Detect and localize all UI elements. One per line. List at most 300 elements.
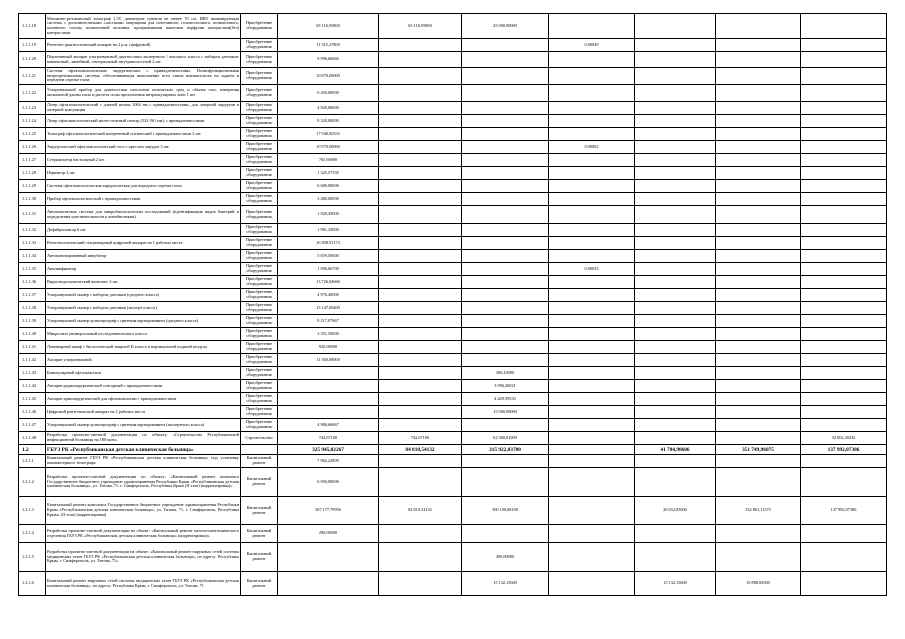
cell-total: 1 961,25000	[278, 224, 379, 237]
cell-col-7	[801, 167, 887, 180]
cell-col-6	[716, 263, 801, 276]
row-code: 1.2.1.6	[19, 572, 46, 596]
cell-col-5	[635, 468, 716, 497]
cell-total: 10 670,00000	[278, 68, 379, 85]
cell-col-2: 742,67100	[379, 432, 462, 445]
row-code: 1.1.1.43	[19, 367, 46, 380]
row-code: 1.1.1.35	[19, 263, 46, 276]
row-code: 1.1.1.41	[19, 341, 46, 354]
cell-col-5	[635, 128, 716, 141]
row-code: 1.1.1.23	[19, 102, 46, 115]
cell-col-5	[635, 276, 716, 289]
cell-col-6	[716, 367, 801, 380]
cell-col-2	[379, 102, 462, 115]
cell-col-6	[716, 406, 801, 419]
cell-col-2	[379, 276, 462, 289]
cell-col-2	[379, 128, 462, 141]
cell-total: 17 940,60333	[278, 128, 379, 141]
row-type: Приобретение оборудования	[241, 237, 278, 250]
cell-col-7	[801, 141, 887, 154]
cell-col-6: 332 861,11575	[716, 497, 801, 525]
cell-col-2: 84 810,54132	[379, 497, 462, 525]
cell-col-4	[549, 115, 635, 128]
cell-total: 6 950,00000	[278, 468, 379, 497]
row-type: Приобретение оборудования	[241, 193, 278, 206]
cell-col-7	[801, 224, 887, 237]
cell-col-5	[635, 180, 716, 193]
cell-col-4: 0,00049	[549, 39, 635, 52]
cell-total	[278, 380, 379, 393]
row-code: 1.1.1.29	[19, 180, 46, 193]
row-code: 1.1.1.25	[19, 128, 46, 141]
row-name: Периметр 2 шт.	[46, 167, 241, 180]
cell-col-4	[549, 393, 635, 406]
row-name: Рентгенологический стационарный цифровой аппарат на 1 рабочих места	[46, 237, 241, 250]
cell-col-6	[716, 167, 801, 180]
row-name: Хирургический офтальмологический стол с креслом хирурга 3 шт.	[46, 141, 241, 154]
cell-col-5	[635, 68, 716, 85]
cell-col-3	[462, 237, 549, 250]
row-type: Приобретение оборудования	[241, 354, 278, 367]
row-type: Приобретение оборудования	[241, 167, 278, 180]
cell-total	[278, 543, 379, 572]
row-code: 1.1.1.48	[19, 432, 46, 445]
table-row	[19, 341, 887, 354]
cell-col-2	[379, 354, 462, 367]
cell-col-2	[379, 180, 462, 193]
row-code: 1.1.1.40	[19, 328, 46, 341]
cell-col-2	[379, 367, 462, 380]
row-code: 1.1.1.39	[19, 315, 46, 328]
cell-col-2	[379, 455, 462, 468]
cell-col-4	[549, 250, 635, 263]
row-type: Приобретение оборудования	[241, 393, 278, 406]
cell-col-2	[379, 85, 462, 102]
cell-col-7	[801, 263, 887, 276]
table-row	[19, 224, 887, 237]
cell-total: 11 500,00000	[278, 354, 379, 367]
row-name: Аппарат ультразвуковой	[46, 354, 241, 367]
row-code: 1.1.1.30	[19, 193, 46, 206]
cell-col-2	[379, 141, 462, 154]
cell-col-2	[379, 263, 462, 276]
row-type: Капитальный ремонт	[241, 497, 278, 525]
cell-col-6	[716, 154, 801, 167]
row-code: 1.2.1.5	[19, 543, 46, 572]
cell-col-3	[462, 419, 549, 432]
cell-col-5	[635, 341, 716, 354]
row-name: Бинокулярный офтальмоскоп	[46, 367, 241, 380]
cell-col-3: 15 000,00000	[462, 406, 549, 419]
cell-col-3	[462, 115, 549, 128]
row-name: Магнитно-резонансный томограф 1,5T, диаметром туннеля не менее 70 см, ИИТ шиммирующая система, с дополнительными «пастыши» матрицами для сочетанного, головостопного, позвоночного, коленного голову, позвоночной колонны, программными пакетами перфузии контрастная(без) контрастами	[46, 14, 241, 39]
cell-col-6	[716, 141, 801, 154]
row-type: Приобретение оборудования	[241, 419, 278, 432]
cell-col-3	[462, 85, 549, 102]
cell-col-6	[716, 289, 801, 302]
cell-col-5: 15 132,15600	[635, 572, 716, 596]
cell-total: 4 986,66667	[278, 419, 379, 432]
cell-col-7	[801, 180, 887, 193]
table-row	[19, 276, 887, 289]
cell-col-2	[379, 572, 462, 596]
row-name: Ламинарный шкаф с биологической защитой II класса и вертикальной подачей воздуха	[46, 341, 241, 354]
cell-col-5	[635, 224, 716, 237]
cell-col-3: 62 360,81900	[462, 432, 549, 445]
cell-total: 65 116,95800	[278, 14, 379, 39]
cell-col-3	[462, 263, 549, 276]
cell-col-7	[801, 406, 887, 419]
table-row	[19, 237, 887, 250]
cell-total: 5 659,50000	[278, 250, 379, 263]
cell-col-5	[635, 289, 716, 302]
cell-col-7	[801, 68, 887, 85]
row-code: 1.1.1.27	[19, 154, 46, 167]
cell-col-3	[462, 180, 549, 193]
cell-col-2	[379, 250, 462, 263]
row-code: 1.1.1.46	[19, 406, 46, 419]
table-row	[19, 393, 887, 406]
budget-table	[18, 13, 887, 596]
row-type: Приобретение оборудования	[241, 315, 278, 328]
row-name: Лазер офтальмологический желто-зеленый спектр (532-561 нм), с принадлежностями	[46, 115, 241, 128]
row-name: ГБУЗ РК «Республиканская детская клиническая больница»	[46, 445, 241, 455]
cell-col-7	[801, 302, 887, 315]
cell-col-6	[716, 341, 801, 354]
table-row	[19, 14, 887, 39]
cell-col-5	[635, 115, 716, 128]
row-name: Система офтальмологическая хирургическая для переднего отрезка глаза	[46, 180, 241, 193]
row-type: Приобретение оборудования	[241, 206, 278, 224]
cell-col-7	[801, 393, 887, 406]
cell-col-7	[801, 206, 887, 224]
table-row	[19, 263, 887, 276]
cell-col-7	[801, 154, 887, 167]
row-type: Капитальный ремонт	[241, 525, 278, 543]
cell-col-7	[801, 572, 887, 596]
cell-col-6	[716, 380, 801, 393]
cell-col-7	[801, 14, 887, 39]
row-code: 1.2.1.3	[19, 497, 46, 525]
cell-col-3: 25 000,00000	[462, 14, 549, 39]
row-type: Приобретение оборудования	[241, 276, 278, 289]
cell-col-6	[716, 354, 801, 367]
cell-col-4	[549, 14, 635, 39]
cell-col-5	[635, 354, 716, 367]
row-code: 1.1.1.33	[19, 237, 46, 250]
cell-total: 3 351,50000	[278, 328, 379, 341]
table-row	[19, 68, 887, 85]
cell-col-2	[379, 525, 462, 543]
row-code: 1.1.1.19	[19, 39, 46, 52]
cell-col-3: 306,43000	[462, 367, 549, 380]
cell-total: 16 858,91173	[278, 237, 379, 250]
table-row	[19, 315, 887, 328]
row-name: Разработка проектно-сметной документации на объект: «Капитальный ремонт наружных сетей системы медицинских газов ГБУЗ РК «Республиканская детская клиническая больница», по адресу: Республика Крым, г. Симферополь, ул. Титова, 71»	[46, 543, 241, 572]
cell-col-4	[549, 455, 635, 468]
cell-col-5	[635, 154, 716, 167]
row-type: Приобретение оборудования	[241, 224, 278, 237]
cell-col-7	[801, 276, 887, 289]
row-name: Дефибриллятор 6 шт.	[46, 224, 241, 237]
table-row	[19, 167, 887, 180]
cell-col-3	[462, 102, 549, 115]
cell-col-3: 490,00000	[462, 543, 549, 572]
cell-col-5	[635, 432, 716, 445]
cell-col-6	[716, 85, 801, 102]
cell-col-4	[549, 193, 635, 206]
cell-col-4	[549, 289, 635, 302]
cell-col-4	[549, 497, 635, 525]
cell-col-4	[549, 367, 635, 380]
row-type: Приобретение оборудования	[241, 302, 278, 315]
cell-col-3	[462, 39, 549, 52]
cell-total: 290,00000	[278, 525, 379, 543]
row-type: Приобретение оборудования	[241, 52, 278, 68]
cell-col-6	[716, 543, 801, 572]
cell-col-7	[801, 250, 887, 263]
cell-total: 6 680,00000	[278, 180, 379, 193]
cell-total: 1 929,45000	[278, 206, 379, 224]
cell-col-2	[379, 206, 462, 224]
cell-col-5	[635, 406, 716, 419]
cell-col-6: 18 888,84500	[716, 572, 801, 596]
cell-total: 10 970,00000	[278, 141, 379, 154]
table-row	[19, 572, 887, 596]
cell-col-7	[801, 354, 887, 367]
cell-col-7: 137 992,07386	[801, 445, 887, 455]
cell-col-7	[801, 341, 887, 354]
cell-col-2	[379, 154, 462, 167]
cell-col-6	[716, 276, 801, 289]
row-type: Приобретение оборудования	[241, 180, 278, 193]
cell-col-3	[462, 167, 549, 180]
table-row	[19, 141, 887, 154]
row-code: 1.1.1.38	[19, 302, 46, 315]
row-name: Разработка проектно-сметной документации на объект: «Капитальный ремонт патологоанатомического отделения ГБУЗ РК «Республиканская детская клиническая больница» (корректировка)»	[46, 525, 241, 543]
cell-col-4	[549, 102, 635, 115]
row-name: Капитальный ремонт наружных сетей системы медицинских газов ГБУЗ РК «Республиканская детская клиническая больница», по адресу: Республика Крым, г. Симферополь, ул. Титова, 71	[46, 572, 241, 596]
row-name: Аппарат криохирургический для офтальмологии с принадлежностями	[46, 393, 241, 406]
cell-col-4: 0,00033	[549, 263, 635, 276]
table-row	[19, 543, 887, 572]
row-type: Приобретение оборудования	[241, 39, 278, 52]
table-row	[19, 128, 887, 141]
cell-col-7	[801, 128, 887, 141]
row-type: Капитальный ремонт	[241, 468, 278, 497]
cell-col-4	[549, 543, 635, 572]
cell-col-5: 26 652,83006	[635, 497, 716, 525]
row-type: Приобретение оборудования	[241, 154, 278, 167]
table-row	[19, 85, 887, 102]
cell-col-4	[549, 276, 635, 289]
row-type: Приобретение оборудования	[241, 380, 278, 393]
cell-col-4	[549, 341, 635, 354]
cell-total: 9 996,66666	[278, 52, 379, 68]
cell-col-3	[462, 193, 549, 206]
cell-total: 3 480,00000	[278, 193, 379, 206]
cell-col-4	[549, 315, 635, 328]
cell-col-6: 351 749,96075	[716, 445, 801, 455]
cell-col-4: 0,00002	[549, 141, 635, 154]
row-code: 1.1.1.47	[19, 419, 46, 432]
row-type: Приобретение оборудования	[241, 263, 278, 276]
cell-col-6	[716, 315, 801, 328]
cell-col-2: 65 116,95800	[379, 14, 462, 39]
cell-col-7	[801, 289, 887, 302]
cell-col-3	[462, 315, 549, 328]
row-code: 1.1.1.34	[19, 250, 46, 263]
row-name: Ультразвуковой сканер с набором датчиков (эксперт класса)	[46, 302, 241, 315]
cell-col-3	[462, 276, 549, 289]
cell-col-2	[379, 289, 462, 302]
cell-col-6	[716, 468, 801, 497]
row-name: Капитальный ремонт ГБУЗ РК «Республиканская детская клиническая больница» под установку компьютерного томографа	[46, 455, 241, 468]
cell-col-5	[635, 328, 716, 341]
row-type: Приобретение оборудования	[241, 328, 278, 341]
row-code: 1.1.1.22	[19, 85, 46, 102]
table-row	[19, 250, 887, 263]
cell-col-5: 41 784,98606	[635, 445, 716, 455]
row-name: Рентгено-диагностический аппарат на 2 р.м. (цифровой)	[46, 39, 241, 52]
cell-col-7	[801, 315, 887, 328]
table-row	[19, 154, 887, 167]
cell-total	[278, 572, 379, 596]
cell-col-2	[379, 302, 462, 315]
cell-col-6	[716, 52, 801, 68]
table-row	[19, 380, 887, 393]
cell-total: 920,00000	[278, 341, 379, 354]
table-row	[19, 115, 887, 128]
cell-col-7	[801, 468, 887, 497]
cell-col-2	[379, 193, 462, 206]
cell-col-3	[462, 468, 549, 497]
cell-col-4	[549, 206, 635, 224]
cell-col-3	[462, 525, 549, 543]
cell-total: 8 217,07667	[278, 315, 379, 328]
cell-total: 7 962,22809	[278, 455, 379, 468]
row-code: 1.1.1.18	[19, 14, 46, 39]
cell-col-3	[462, 141, 549, 154]
cell-col-4	[549, 128, 635, 141]
table-row	[19, 497, 887, 525]
row-code: 1.2.1.1	[19, 455, 46, 468]
cell-col-2	[379, 39, 462, 52]
cell-col-7	[801, 115, 887, 128]
row-type: Приобретение оборудования	[241, 128, 278, 141]
cell-col-3	[462, 328, 549, 341]
cell-total: 6 450,00000	[278, 85, 379, 102]
row-name: Томограф офтальмологический когерентный оптический с принадлежностями 2 шт.	[46, 128, 241, 141]
cell-col-3	[462, 128, 549, 141]
cell-col-3	[462, 302, 549, 315]
cell-col-6	[716, 302, 801, 315]
row-name: Лазер офтальмологический с длиной волны 1064 нм с принадлежностями, для лазерной хирургии в лазерной коагуляции	[46, 102, 241, 115]
row-name: Автоматическая система для микробиологических исследований (идентификация видов бактерий и определения чувствительности к антибиотикам)	[46, 206, 241, 224]
cell-col-5	[635, 39, 716, 52]
cell-col-6	[716, 237, 801, 250]
cell-total: 15 147,60400	[278, 302, 379, 315]
cell-total	[278, 406, 379, 419]
row-code: 1.1.1.37	[19, 289, 46, 302]
table-row	[19, 328, 887, 341]
cell-col-5	[635, 419, 716, 432]
row-code: 1.2	[19, 445, 46, 455]
table-row	[19, 367, 887, 380]
table-row	[19, 455, 887, 468]
cell-col-7	[801, 367, 887, 380]
table-row	[19, 206, 887, 224]
cell-col-3	[462, 224, 549, 237]
cell-col-6	[716, 224, 801, 237]
cell-col-6	[716, 102, 801, 115]
row-name: Разработка проектно-сметной документации по объекту: «Капитальный ремонт комплекса Государственное бюджетное учреждение здравоохранения Республики Крым «Республиканская детская клиническая больница», ул. Титова, 71, г. Симферополь, Республика Крым (II этап) (корректировка)»	[46, 468, 241, 497]
row-code: 1.1.1.26	[19, 141, 46, 154]
row-code: 1.1.1.20	[19, 52, 46, 68]
row-type: Приобретение оборудования	[241, 115, 278, 128]
row-type: Приобретение оборудования	[241, 341, 278, 354]
row-type: Приобретение оборудования	[241, 68, 278, 85]
cell-col-7	[801, 455, 887, 468]
cell-col-5	[635, 206, 716, 224]
row-name: Аниликфикатор	[46, 263, 241, 276]
cell-total	[278, 367, 379, 380]
cell-total: 765,60000	[278, 154, 379, 167]
cell-col-3	[462, 206, 549, 224]
cell-col-4	[549, 85, 635, 102]
cell-col-7	[801, 237, 887, 250]
cell-col-2	[379, 406, 462, 419]
cell-col-5	[635, 367, 716, 380]
cell-col-4	[549, 354, 635, 367]
row-type: Капитальный ремонт	[241, 572, 278, 596]
cell-col-4	[549, 525, 635, 543]
row-name: Ультразвуковой прибор для диагностики патологии оптических сред и объема глаз, измерения аксиальной длины глаза и расчета силы преломления интраокулярных линз 1 шт.	[46, 85, 241, 102]
cell-col-5	[635, 193, 716, 206]
cell-col-5	[635, 167, 716, 180]
cell-col-6	[716, 39, 801, 52]
cell-col-2	[379, 224, 462, 237]
table-row	[19, 419, 887, 432]
row-type: Приобретение оборудования	[241, 102, 278, 115]
cell-col-7	[801, 52, 887, 68]
cell-col-4	[549, 468, 635, 497]
row-name: Ультразвуковой сканер с набором датчиков (среднего класса)	[46, 289, 241, 302]
cell-col-2	[379, 237, 462, 250]
cell-col-6	[716, 14, 801, 39]
cell-col-5	[635, 302, 716, 315]
cell-col-7	[801, 85, 887, 102]
cell-col-5	[635, 250, 716, 263]
cell-col-5	[635, 14, 716, 39]
row-type: Капитальный ремонт	[241, 455, 278, 468]
cell-col-5	[635, 263, 716, 276]
cell-col-4	[549, 302, 635, 315]
table-row	[19, 525, 887, 543]
cell-col-4	[549, 380, 635, 393]
cell-col-2	[379, 328, 462, 341]
table-row	[19, 354, 887, 367]
cell-col-7	[801, 380, 887, 393]
cell-col-5	[635, 315, 716, 328]
cell-col-6	[716, 328, 801, 341]
cell-col-5	[635, 85, 716, 102]
row-code: 1.2.1.2	[19, 468, 46, 497]
cell-total: 1 096,66700	[278, 263, 379, 276]
row-name: Прибор офтальмологический с принадлежностями	[46, 193, 241, 206]
cell-col-6	[716, 393, 801, 406]
cell-col-6	[716, 250, 801, 263]
